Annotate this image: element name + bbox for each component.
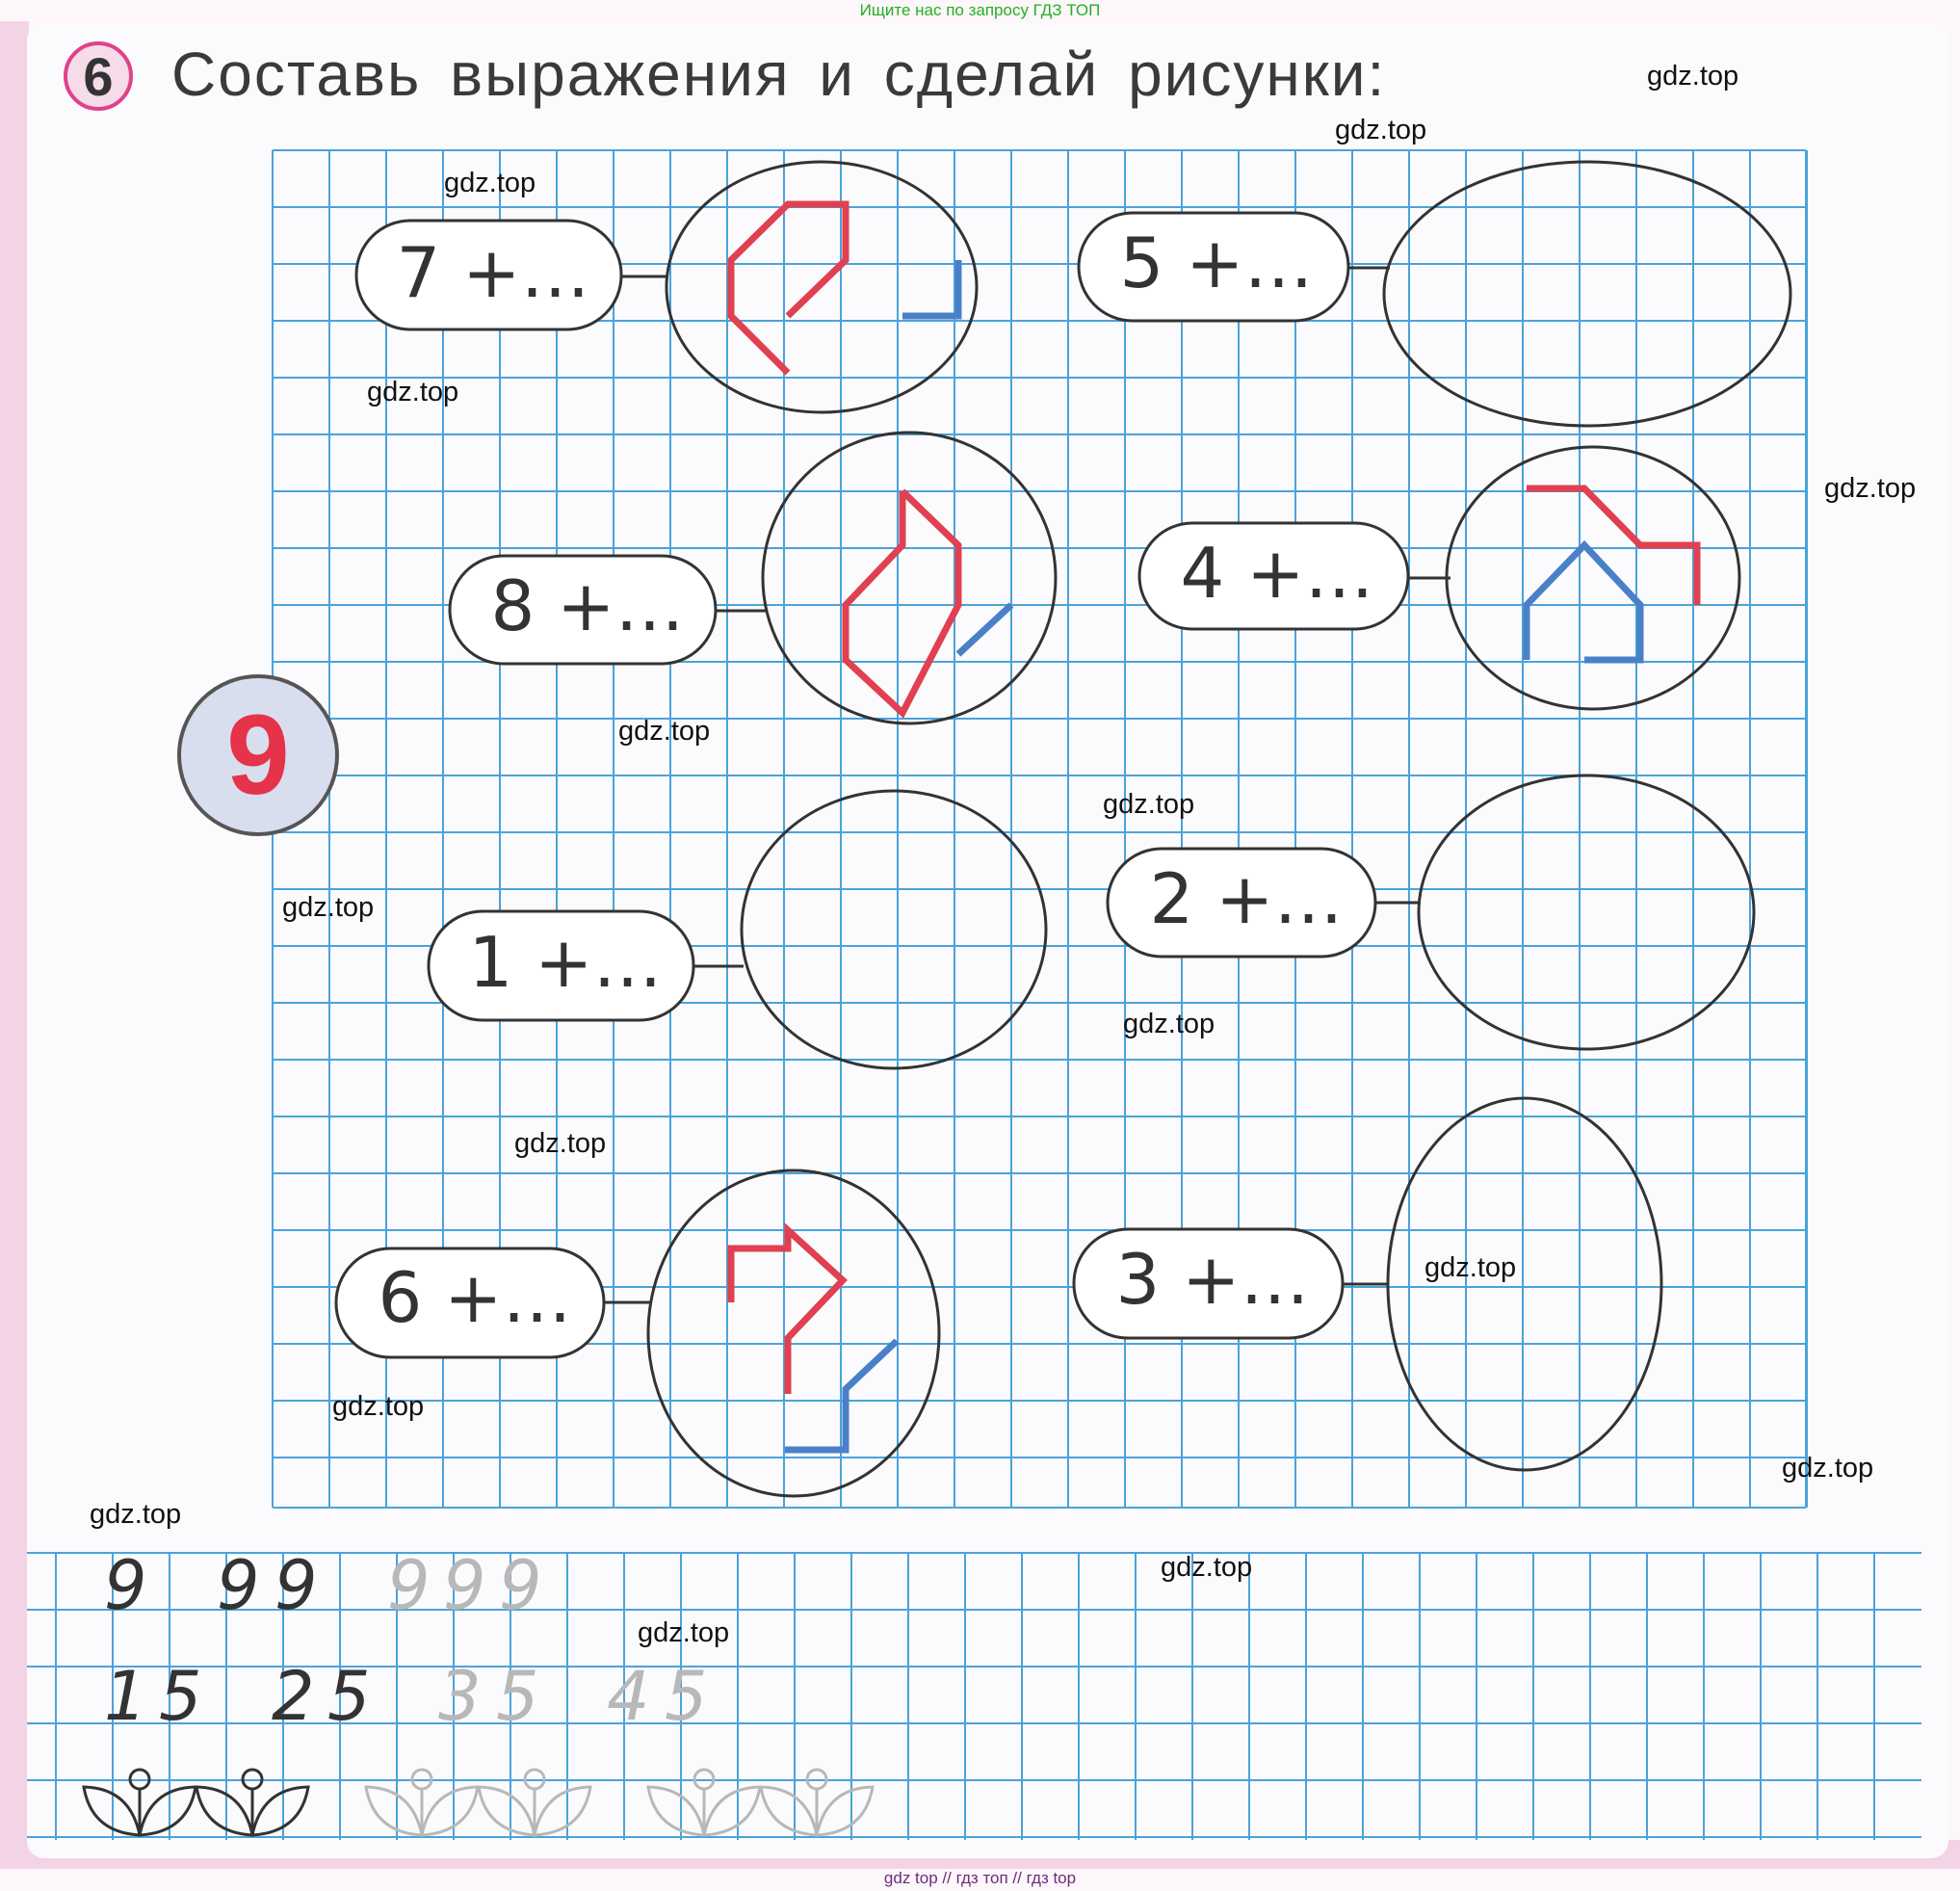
expression-five: 5 +… [1119,223,1314,303]
figure-four-blue [1527,545,1640,660]
oval-five [1384,162,1790,426]
top-search-link[interactable]: Ищите нас по запросу ГДЗ ТОП [859,1,1101,19]
expression-three: 3 +… [1115,1239,1310,1320]
watermark: gdz.top [1161,1552,1253,1583]
flower-leaf-left [761,1787,817,1835]
copy-five-4: 5 [665,1657,708,1736]
expression-eight: 8 +… [490,565,685,646]
watermark: gdz.top [1647,61,1739,92]
flower-leaf-left [648,1787,704,1835]
number-nine-badge: 9 [177,674,339,836]
copy-five-1: 5 [159,1657,202,1736]
copybook-samples [104,1546,708,1736]
figure-six-red [731,1230,843,1394]
copy-nine-6: 9 [499,1546,542,1625]
flower-leaf-left [196,1787,252,1835]
flower-leaf-right [535,1787,590,1835]
copy-nine-3: 9 [274,1546,318,1625]
flower-leaf-right [252,1787,308,1835]
flower-leaf-right [817,1787,873,1835]
copy-two: 2 [272,1657,315,1736]
watermark: gdz.top [90,1499,182,1530]
watermark: gdz.top [1123,1009,1215,1039]
watermark: gdz.top [444,168,536,198]
expression-pills [336,213,1408,1357]
copy-four: 4 [607,1657,650,1736]
expression-two: 2 +… [1149,858,1344,939]
figure-eight-red [846,491,958,713]
task-title: Составь выражения и сделай рисунки: [171,39,1387,109]
figure-seven-red [731,204,846,373]
figure-seven-blue [902,260,958,316]
watermark: gdz.top [1824,473,1917,504]
expression-seven: 7 +… [396,232,590,313]
flower-leaf-right [422,1787,478,1835]
flower-leaf-left [479,1787,535,1835]
expression-four: 4 +… [1180,533,1374,614]
flower-leaf-right [140,1787,196,1835]
bottom-watermark-link[interactable]: gdz top // гдз топ // гдз top [883,1869,1077,1887]
watermark: gdz.top [638,1617,730,1648]
copy-nine-1: 9 [104,1546,147,1625]
task-number-badge: 6 [64,41,133,111]
figure-eight-blue [958,605,1011,654]
expression-one: 1 +… [468,922,663,1003]
copy-five-2: 5 [327,1657,371,1736]
watermark: gdz.top [367,377,459,407]
watermark: gdz.top [618,716,711,747]
copy-nine-4: 9 [387,1546,431,1625]
watermark: gdz.top [1782,1453,1874,1484]
expression-texts [378,223,1373,1338]
watermark: gdz.top [1335,115,1427,145]
copy-nine-5: 9 [443,1546,486,1625]
connector-lines [604,268,1450,1302]
figure-four-red [1527,488,1697,605]
oval-two [1419,775,1754,1049]
watermark: gdz.top [1424,1252,1517,1283]
watermark: gdz.top [1103,789,1195,820]
watermark: gdz.top [514,1128,607,1159]
watermark: gdz.top [282,892,375,923]
copy-nine-2: 9 [217,1546,260,1625]
oval-three [1388,1098,1661,1470]
copy-five-3: 5 [496,1657,539,1736]
flower-leaf-left [366,1787,422,1835]
watermark: gdz.top [332,1391,425,1422]
flower-leaf-right [704,1787,760,1835]
expression-six: 6 +… [378,1257,572,1338]
copy-one: 1 [104,1657,147,1736]
copy-three: 3 [438,1657,482,1736]
